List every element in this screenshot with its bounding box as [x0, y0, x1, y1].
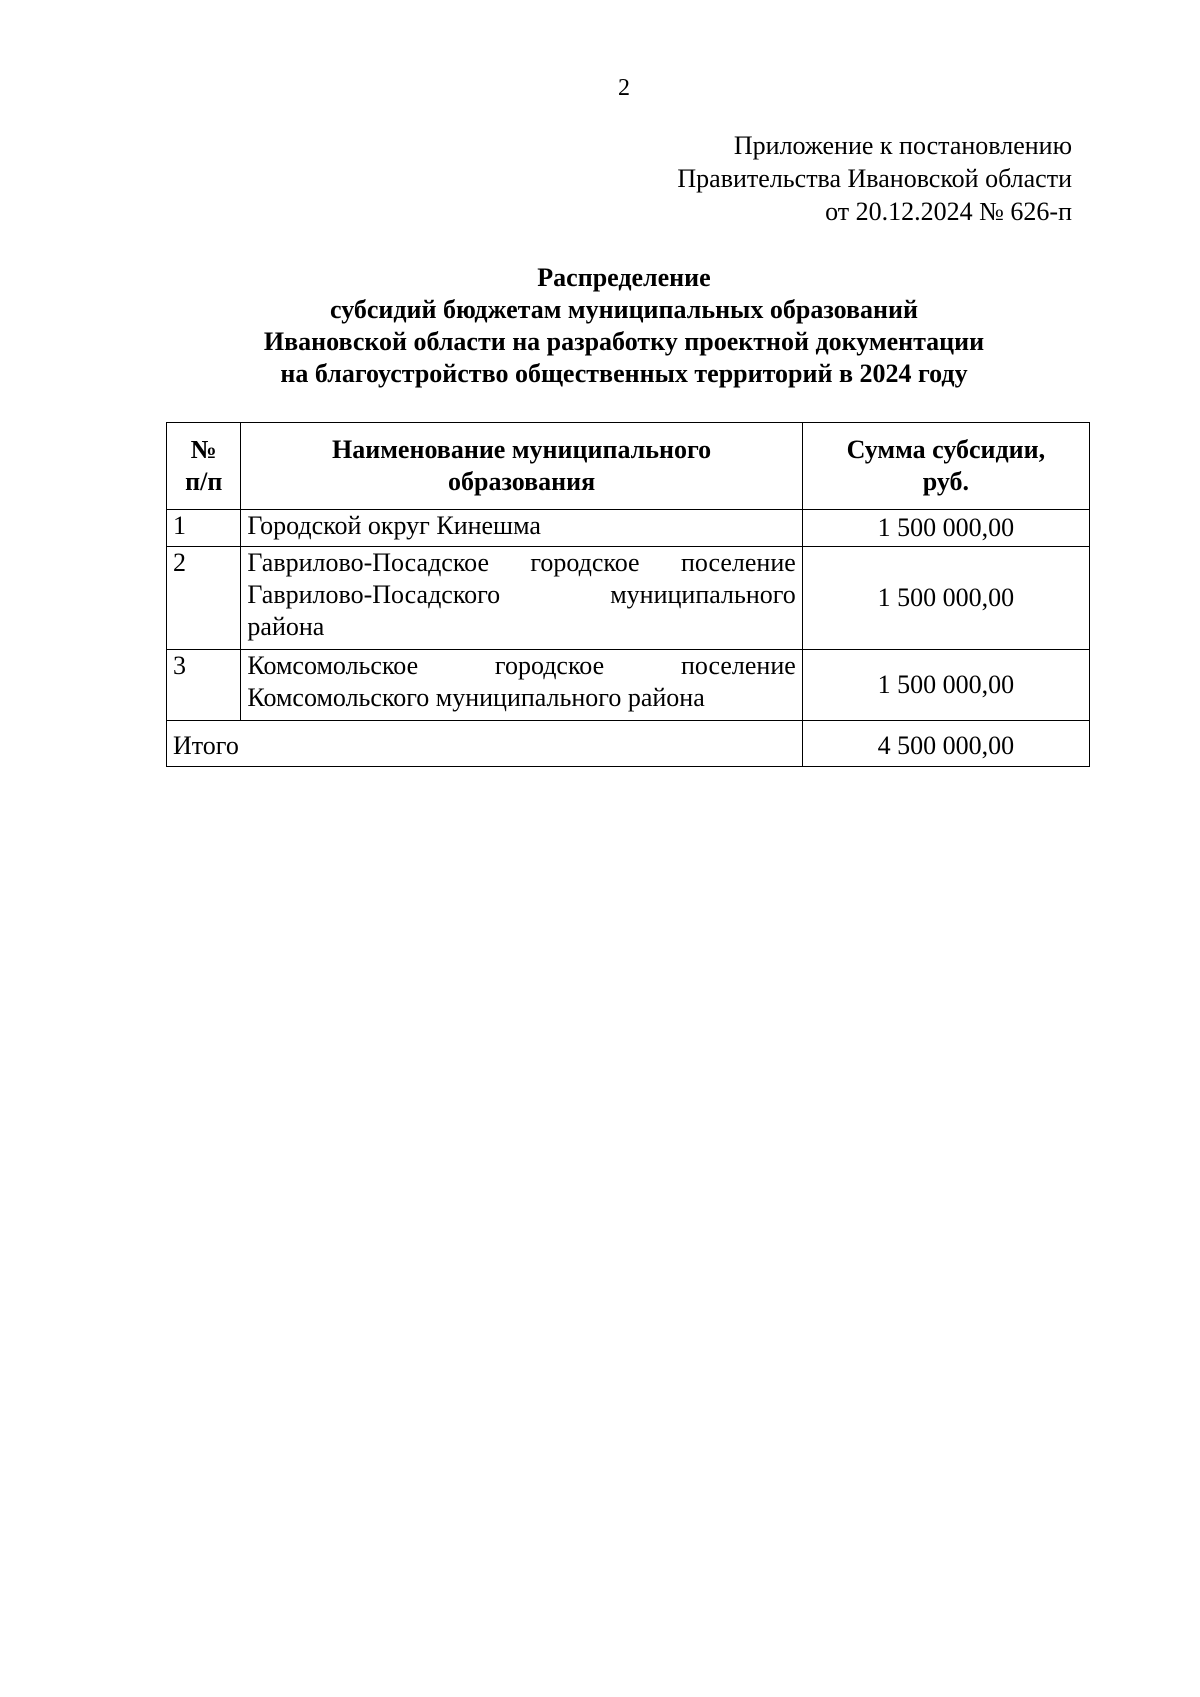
- title-line-1: Распределение: [537, 263, 711, 292]
- appendix-line-3: от 20.12.2024 № 626-п: [825, 197, 1072, 226]
- header-number-line-1: №: [190, 435, 217, 464]
- title-line-4: на благоустройство общественных территорий в 2024 году: [280, 359, 968, 388]
- row-number: 1: [167, 510, 241, 547]
- table-row: [167, 510, 1090, 547]
- row-municipality-line: Гаврилово-Посадского муниципального: [247, 580, 796, 609]
- row-municipality: [241, 547, 802, 650]
- header-number-line-2: п/п: [185, 467, 223, 496]
- document-title: [100, 262, 1148, 390]
- row-municipality-line: района: [247, 612, 325, 641]
- row-sum: 1 500 000,00: [802, 650, 1089, 721]
- table-row: [167, 547, 1090, 650]
- row-sum: 1 500 000,00: [802, 510, 1089, 547]
- row-municipality-line: Городской округ Кинешма: [247, 511, 541, 540]
- appendix-reference: [560, 129, 1072, 228]
- row-number: 3: [167, 650, 241, 721]
- header-municipality-line-2: образования: [448, 467, 596, 496]
- page-number: 2: [618, 75, 630, 101]
- appendix-line-1: Приложение к постановлению: [733, 131, 1072, 160]
- table-header-row: [167, 423, 1090, 510]
- row-municipality-line: Гаврилово-Посадское городское поселение: [247, 548, 796, 577]
- row-municipality-line: Комсомольское городское поселение: [247, 651, 796, 680]
- row-municipality: [241, 650, 802, 721]
- header-sum-line-2: руб.: [922, 467, 970, 496]
- row-number: 2: [167, 547, 241, 650]
- header-sum-line-1: Сумма субсидии,: [846, 435, 1046, 464]
- table-row: [167, 650, 1090, 721]
- subsidy-table: [166, 422, 1090, 767]
- header-number: [167, 423, 241, 510]
- header-municipality: [241, 423, 802, 510]
- table-total-row: [167, 721, 1090, 767]
- total-sum: 4 500 000,00: [802, 721, 1089, 767]
- title-line-3: Ивановской области на разработку проектной документации: [263, 327, 985, 356]
- total-label: Итого: [167, 721, 803, 767]
- title-line-2: субсидий бюджетам муниципальных образований: [330, 295, 918, 324]
- appendix-line-2: Правительства Ивановской области: [677, 164, 1072, 193]
- row-sum: 1 500 000,00: [802, 547, 1089, 650]
- header-municipality-line-1: Наименование муниципального: [332, 435, 712, 464]
- header-subsidy-amount: [802, 423, 1089, 510]
- row-municipality: [241, 510, 802, 547]
- row-municipality-line: Комсомольского муниципального района: [247, 683, 705, 712]
